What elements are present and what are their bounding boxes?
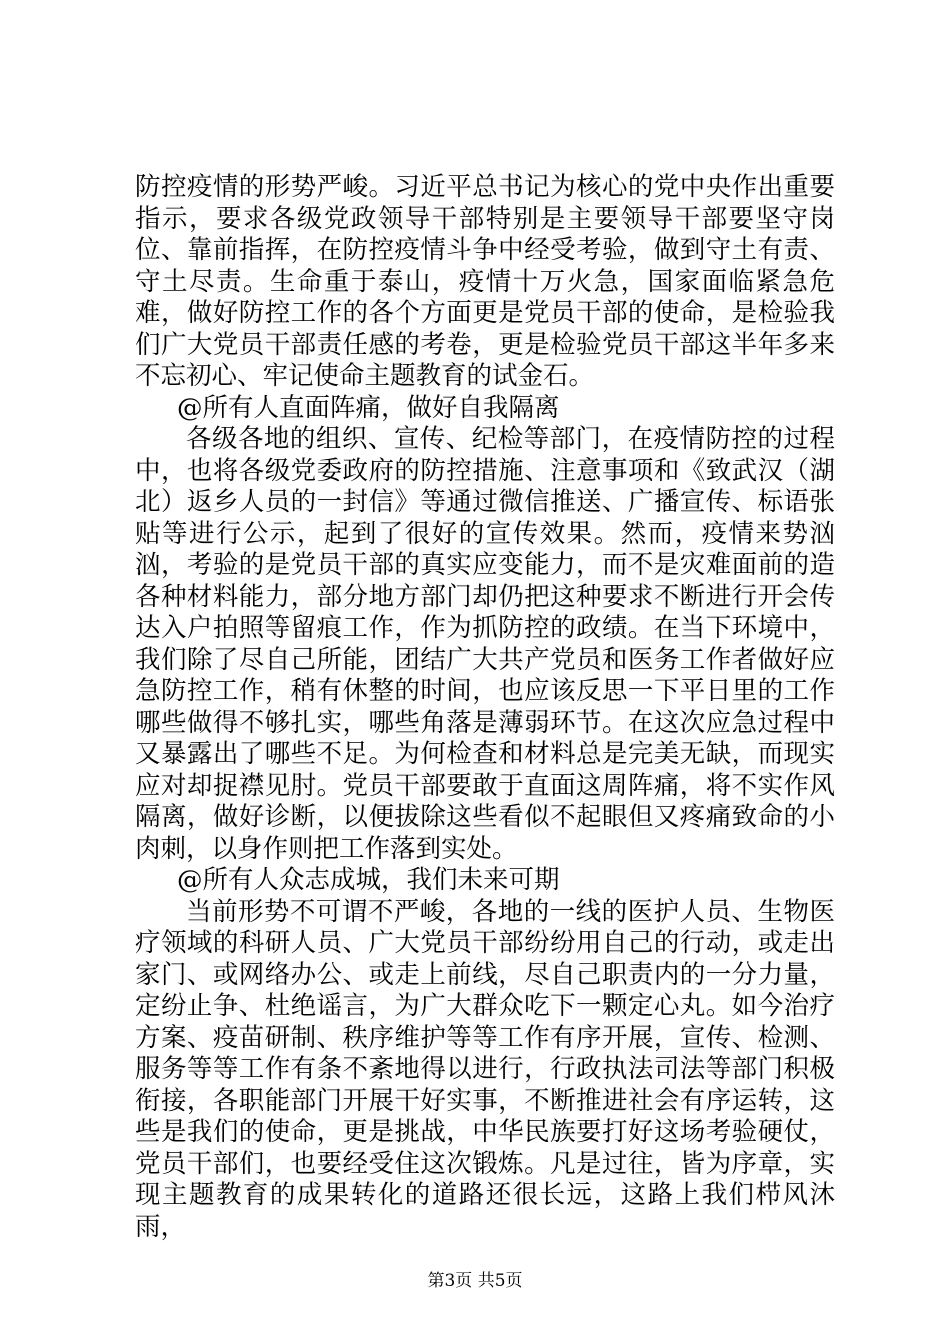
- paragraph-united: 当前形势不可谓不严峻，各地的一线的医护人员、生物医疗领域的科研人员、广大党员干部纷纷用自己的行动，或走出家门、或网络办公、或走上前线，尽自己职责内的一分力量，定纷止争、杜绝谣言，为广大群众吃下一颗定心丸。如今治疗方案、疫苗研制、秩序维护等等工作有序开展，宣传、检测、服务等等工作有条不紊地得以进行，行政执法司法等部门积极衔接，各职能部门开展干好实事，不断推进社会有序运转，这些是我们的使命，更是挑战，中华民族要打好这场考验硬仗，党员干部们，也要经受住这次锻炼。凡是过往，皆为序章，实现主题教育的成果转化的道路还很长远，这路上我们栉风沐雨，: [135, 896, 835, 1242]
- section-heading-face-pain: @所有人直面阵痛，做好自我隔离: [177, 392, 560, 423]
- paragraph-face-pain: 各级各地的组织、宣传、纪检等部门，在疫情防控的过程中，也将各级党委政府的防控措施、注意事项和《致武汉（湖北）返乡人员的一封信》等通过微信推送、广播宣传、标语张贴等进行公示，起到了很好的宣传效果。然而，疫情来势汹汹，考验的是党员干部的真实应变能力，而不是灾难面前的造各种材料能力，部分地方部门却仍把这种要求不断进行开会传达入户拍照等留痕工作，作为抓防控的政绩。在当下环境中，我们除了尽自己所能，团结广大共产党员和医务工作者做好应急防控工作，稍有休整的时间，也应该反思一下平日里的工作哪些做得不够扎实，哪些角落是薄弱环节。在这次应急过程中又暴露出了哪些不足。为何检查和材料总是完美无缺，而现实应对却捉襟见肘。党员干部要敢于直面这周阵痛，将不实作风隔离，做好诊断，以便拔除这些看似不起眼但又疼痛致命的小肉刺，以身作则把工作落到实处。: [135, 424, 835, 864]
- page-number-footer: 第3页 共5页: [427, 1271, 523, 1291]
- document-body: [135, 172, 835, 1243]
- section-heading-united: @所有人众志成城，我们未来可期: [177, 865, 560, 895]
- paragraph-intro: 防控疫情的形势严峻。习近平总书记为核心的党中央作出重要指示，要求各级党政领导干部特别是主要领导干部要坚守岗位、靠前指挥，在防控疫情斗争中经受考验，做到守土有责、守土尽责。生命重于泰山，疫情十万火急，国家面临紧急危难，做好防控工作的各个方面更是党员干部的使命，是检验我们广大党员干部责任感的考卷，更是检验党员干部这半年多来不忘初心、牢记使命主题教育的试金石。: [135, 172, 835, 391]
